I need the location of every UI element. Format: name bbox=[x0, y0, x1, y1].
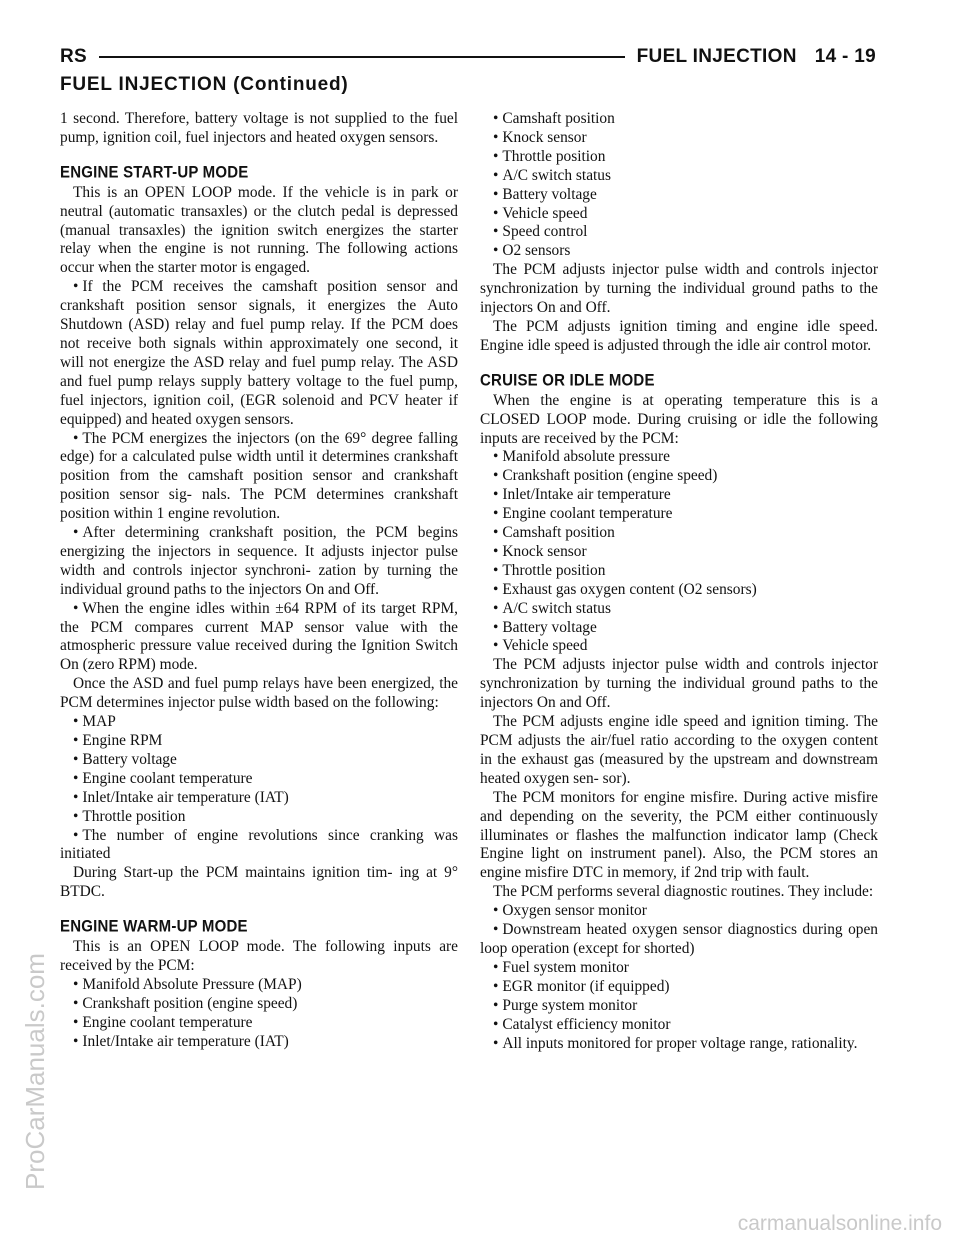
list-item: • O2 sensors bbox=[480, 242, 878, 261]
list-item: • Battery voltage bbox=[480, 619, 878, 638]
startup-bullet-paragraph: • After determining crankshaft position, the PCM begins energizing the injectors in sequence. It adjusts injector pulse width and controls injector synchroni- zation by turning the individual ground paths to the injectors On and Off. bbox=[60, 524, 458, 600]
warmup-input-list-continued bbox=[480, 110, 878, 261]
list-item: • Downstream heated oxygen sensor diagnostics during open loop operation (except for shorted) bbox=[480, 921, 878, 959]
continued-section-title: FUEL INJECTION (Continued) bbox=[60, 74, 349, 95]
list-item: • Throttle position bbox=[60, 808, 458, 827]
cruise-pulse-paragraph: The PCM adjusts injector pulse width and controls injector synchronization by turning the individual ground paths to the injectors On and Off. bbox=[480, 656, 878, 712]
list-item: • All inputs monitored for proper voltage range, rationality. bbox=[480, 1035, 878, 1054]
list-item: • Vehicle speed bbox=[480, 205, 878, 224]
startup-timing-paragraph: During Start-up the PCM maintains ignition tim- ing at 9° BTDC. bbox=[60, 864, 458, 901]
list-item: • Battery voltage bbox=[480, 186, 878, 205]
list-item: • Inlet/Intake air temperature bbox=[480, 486, 878, 505]
cruise-heading: CRUISE OR IDLE MODE bbox=[480, 370, 655, 390]
cruise-diagnostics-paragraph: The PCM performs several diagnostic routines. They include: bbox=[493, 883, 874, 901]
list-item: • Speed control bbox=[480, 223, 878, 242]
bottom-watermark: carmanualsonline.info bbox=[737, 1212, 942, 1235]
intro-paragraph: 1 second. Therefore, battery voltage is not supplied to the fuel pump, ignition coil, fuel injectors and heated oxygen sensors. bbox=[60, 110, 458, 146]
left-column bbox=[60, 110, 458, 1052]
list-item: • Inlet/Intake air temperature (IAT) bbox=[60, 789, 458, 808]
startup-input-list bbox=[60, 713, 458, 826]
warmup-input-list bbox=[60, 976, 458, 1052]
cruise-idle-paragraph: The PCM adjusts engine idle speed and ignition timing. The PCM adjusts the air/fuel ratio according to the oxygen content in the exhaust gas (measured by the upstream and downstream heated oxygen sen- sor). bbox=[480, 713, 878, 787]
warmup-paragraph: This is an OPEN LOOP mode. The following inputs are received by the PCM: bbox=[60, 938, 458, 974]
startup-bullet-paragraph: • The PCM energizes the injectors (on the 69° degree falling edge) for a calculated pulse width until it determines crankshaft position from the camshaft position sensor and crankshaft position sensor sig- nals. The PCM determines crankshaft position within 1 engine revolution. bbox=[60, 430, 458, 525]
right-column bbox=[480, 110, 878, 1053]
warmup-timing-paragraph: The PCM adjusts ignition timing and engine idle speed. Engine idle speed is adjusted through the idle air control motor. bbox=[480, 317, 878, 354]
list-item: • Crankshaft position (engine speed) bbox=[60, 995, 458, 1014]
diagnostics-list bbox=[480, 959, 878, 1035]
side-watermark: ProCarManuals.com bbox=[20, 953, 50, 1190]
startup-pulse-width-paragraph: Once the ASD and fuel pump relays have been energized, the PCM determines injector pulse width based on the following: bbox=[60, 675, 458, 712]
header-chapter-title: FUEL INJECTION bbox=[636, 46, 797, 67]
header-rule bbox=[99, 56, 625, 58]
list-item: • Purge system monitor bbox=[480, 997, 878, 1016]
startup-paragraph: This is an OPEN LOOP mode. If the vehicle is in park or neutral (automatic transaxles) or the clutch pedal is depressed (manual transaxles) the ignition switch energizes the starter relay when the engine is not running. The following actions occur when the starter motor is engaged. bbox=[60, 183, 458, 277]
list-item: • Battery voltage bbox=[60, 751, 458, 770]
cruise-misfire-paragraph: The PCM monitors for engine misfire. During active misfire and depending on the severity, the PCM either continuously illuminates or flashes the malfunction indicator lamp (Check Engine light on instrument panel). Also, the PCM stores an engine misfire DTC in memory, if 2nd trip with fault. bbox=[480, 788, 878, 882]
list-item: • A/C switch status bbox=[480, 167, 878, 186]
list-item: • Catalyst efficiency monitor bbox=[480, 1016, 878, 1035]
list-item: • Engine coolant temperature bbox=[480, 505, 878, 524]
list-item: • Knock sensor bbox=[480, 129, 878, 148]
list-item: • Throttle position bbox=[480, 562, 878, 581]
list-item: • A/C switch status bbox=[480, 600, 878, 619]
list-item: • MAP bbox=[60, 713, 458, 732]
cruise-paragraph: When the engine is at operating temperature this is a CLOSED LOOP mode. During cruising or idle the following inputs are received by the PCM: bbox=[480, 391, 878, 447]
startup-bullet-paragraph: • If the PCM receives the camshaft position sensor and crankshaft position sensor signals, it energizes the Auto Shutdown (ASD) relay and fuel pump relay. If the PCM does not receive both signals within approximately one second, it will not energize the ASD relay and fuel pump relay. The ASD and fuel pump relays supply battery voltage to the fuel pump, fuel injectors, ignition coil, (EGR solenoid and PCV heater if equipped) and heated oxygen sensors. bbox=[60, 278, 458, 429]
header-page-number: 14 - 19 bbox=[814, 46, 876, 67]
list-item: • Manifold absolute pressure bbox=[480, 448, 878, 467]
list-item: • Crankshaft position (engine speed) bbox=[480, 467, 878, 486]
list-item: • Inlet/Intake air temperature (IAT) bbox=[60, 1033, 458, 1052]
list-item: • EGR monitor (if equipped) bbox=[480, 978, 878, 997]
startup-heading: ENGINE START-UP MODE bbox=[60, 162, 249, 182]
list-item: • Engine coolant temperature bbox=[60, 770, 458, 789]
list-item: • Knock sensor bbox=[480, 543, 878, 562]
list-item: • Oxygen sensor monitor bbox=[480, 902, 878, 921]
warmup-heading: ENGINE WARM-UP MODE bbox=[60, 917, 248, 937]
list-item: • Fuel system monitor bbox=[480, 959, 878, 978]
list-item: • Throttle position bbox=[480, 148, 878, 167]
header-section-code: RS bbox=[60, 46, 87, 67]
list-item: • Manifold Absolute Pressure (MAP) bbox=[60, 976, 458, 995]
list-item: • Engine RPM bbox=[60, 732, 458, 751]
cruise-input-list bbox=[480, 448, 878, 656]
list-item: • Camshaft position bbox=[480, 524, 878, 543]
list-item: • Engine coolant temperature bbox=[60, 1014, 458, 1033]
page-header bbox=[60, 42, 876, 72]
startup-last-bullet: • The number of engine revolutions since cranking was initiated bbox=[60, 827, 458, 865]
list-item: • Vehicle speed bbox=[480, 637, 878, 656]
list-item: • Exhaust gas oxygen content (O2 sensors) bbox=[480, 581, 878, 600]
warmup-pulse-paragraph: The PCM adjusts injector pulse width and controls injector synchronization by turning the individual ground paths to the injectors On and Off. bbox=[480, 261, 878, 317]
list-item: • Camshaft position bbox=[480, 110, 878, 129]
startup-bullet-paragraph: • When the engine idles within ±64 RPM of its target RPM, the PCM compares current MAP sensor value with the atmospheric pressure value received during the Ignition Switch On (zero RPM) mode. bbox=[60, 600, 458, 676]
